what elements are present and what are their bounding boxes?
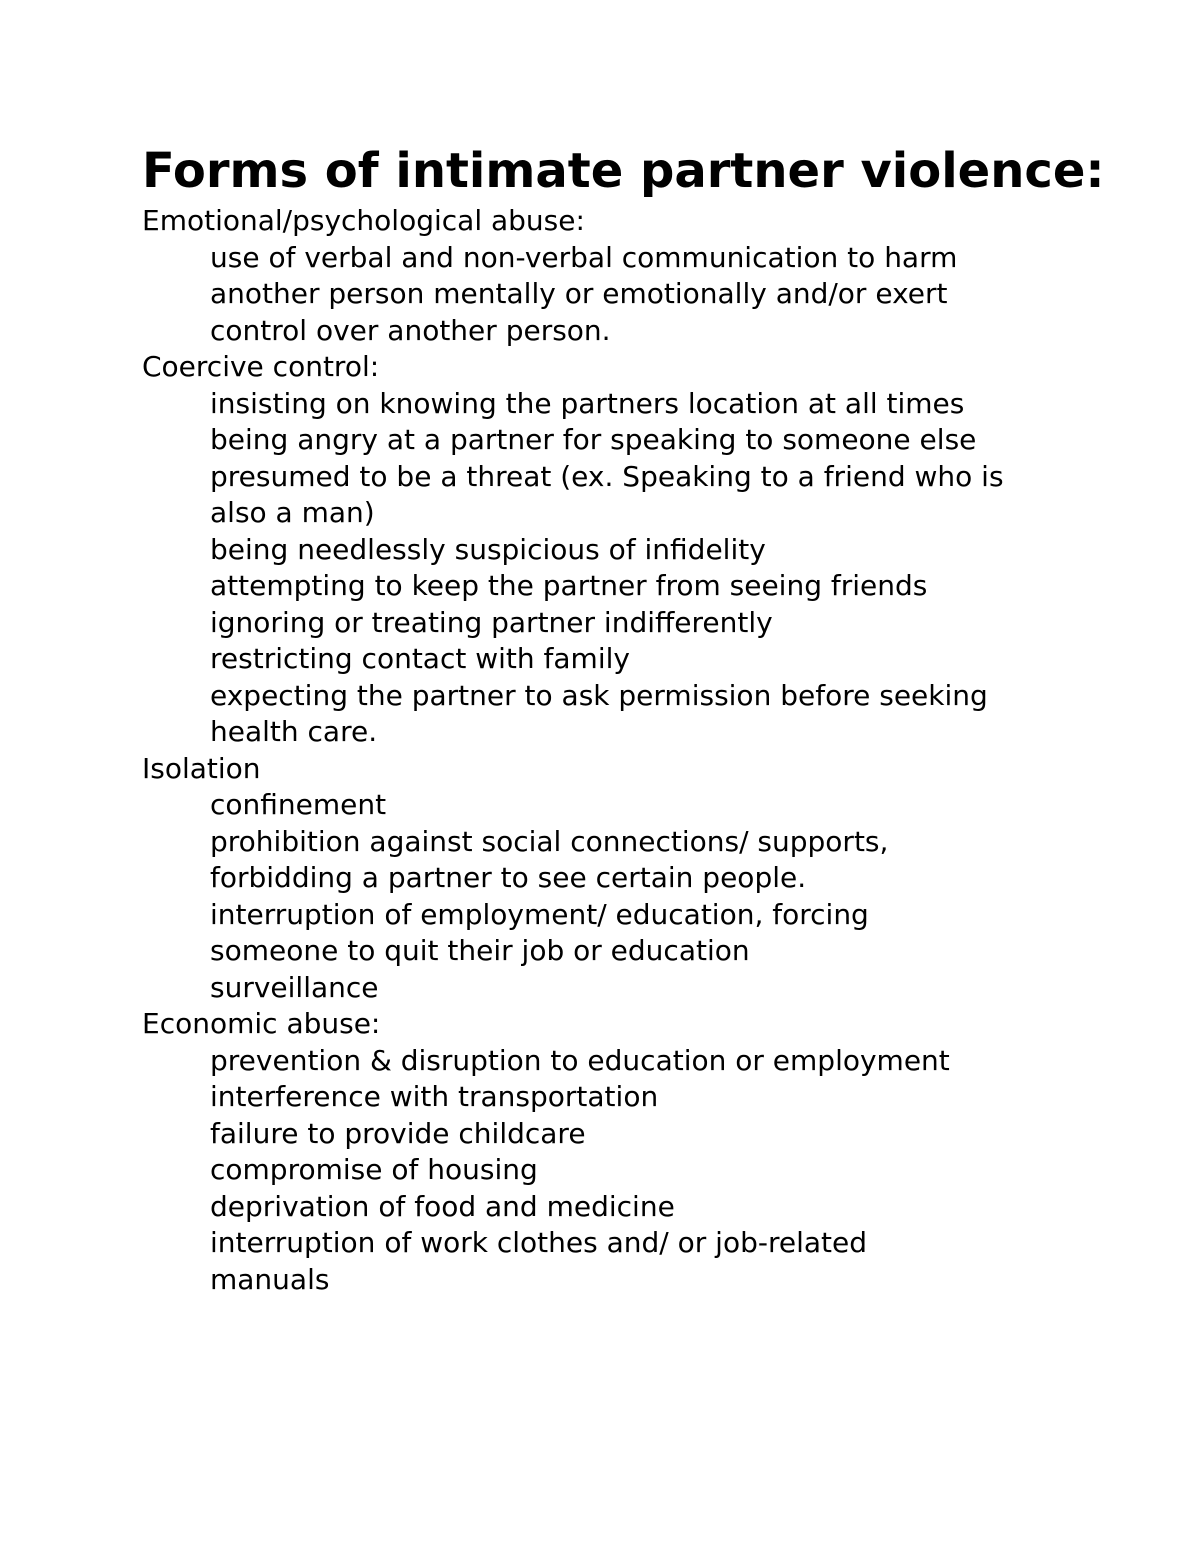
list-item: ignoring or treating partner indifferently — [210, 605, 773, 639]
list-item: deprivation of food and medicine — [210, 1189, 675, 1223]
list-item: attempting to keep the partner from seeing friends — [210, 569, 928, 602]
list-item: failure to provide childcare — [210, 1116, 586, 1150]
list-item: interruption of work clothes and/ or job-related manuals — [210, 1226, 867, 1296]
list-item: being needlessly suspicious of infidelity — [210, 532, 766, 566]
list-item: interruption of employment/ education, forcing someone to quit their job or education — [210, 897, 869, 967]
section-heading: Coercive control: — [142, 350, 380, 383]
section-coercive-control — [142, 349, 1142, 751]
section-emotional-abuse — [142, 203, 1142, 349]
document-title: Forms of intimate partner violence: — [142, 143, 1105, 199]
section-item-list — [142, 240, 1142, 350]
list-item: compromise of housing — [210, 1153, 538, 1186]
section-heading: Isolation — [142, 751, 261, 785]
list-item: use of verbal and non-verbal communication to harm another person mentally or emotionally and/or exert control over another person. — [210, 240, 958, 347]
document-page — [142, 140, 1142, 1298]
list-item: expecting the partner to ask permission before seeking health care. — [210, 678, 988, 748]
section-item-list — [142, 1043, 1142, 1299]
section-isolation — [142, 751, 1142, 1007]
section-heading: Emotional/psychological abuse: — [142, 204, 585, 237]
list-item: prohibition against social connections/ supports, forbidding a partner to see certain people. — [210, 824, 889, 894]
section-item-list — [142, 787, 1142, 1006]
section-economic-abuse — [142, 1006, 1142, 1298]
list-item: restricting contact with family — [210, 642, 630, 675]
list-item: surveillance — [210, 970, 379, 1004]
list-item: insisting on knowing the partners location at all times — [210, 386, 965, 420]
list-item: interference with transportation — [210, 1080, 659, 1113]
list-item: being angry at a partner for speaking to someone else presumed to be a threat (ex. Speaking to a friend who is also a man) — [210, 423, 1004, 529]
section-item-list — [142, 386, 1142, 751]
section-heading: Economic abuse: — [142, 1007, 381, 1040]
list-item: prevention & disruption to education or employment — [210, 1043, 950, 1077]
list-item: confinement — [210, 788, 387, 821]
